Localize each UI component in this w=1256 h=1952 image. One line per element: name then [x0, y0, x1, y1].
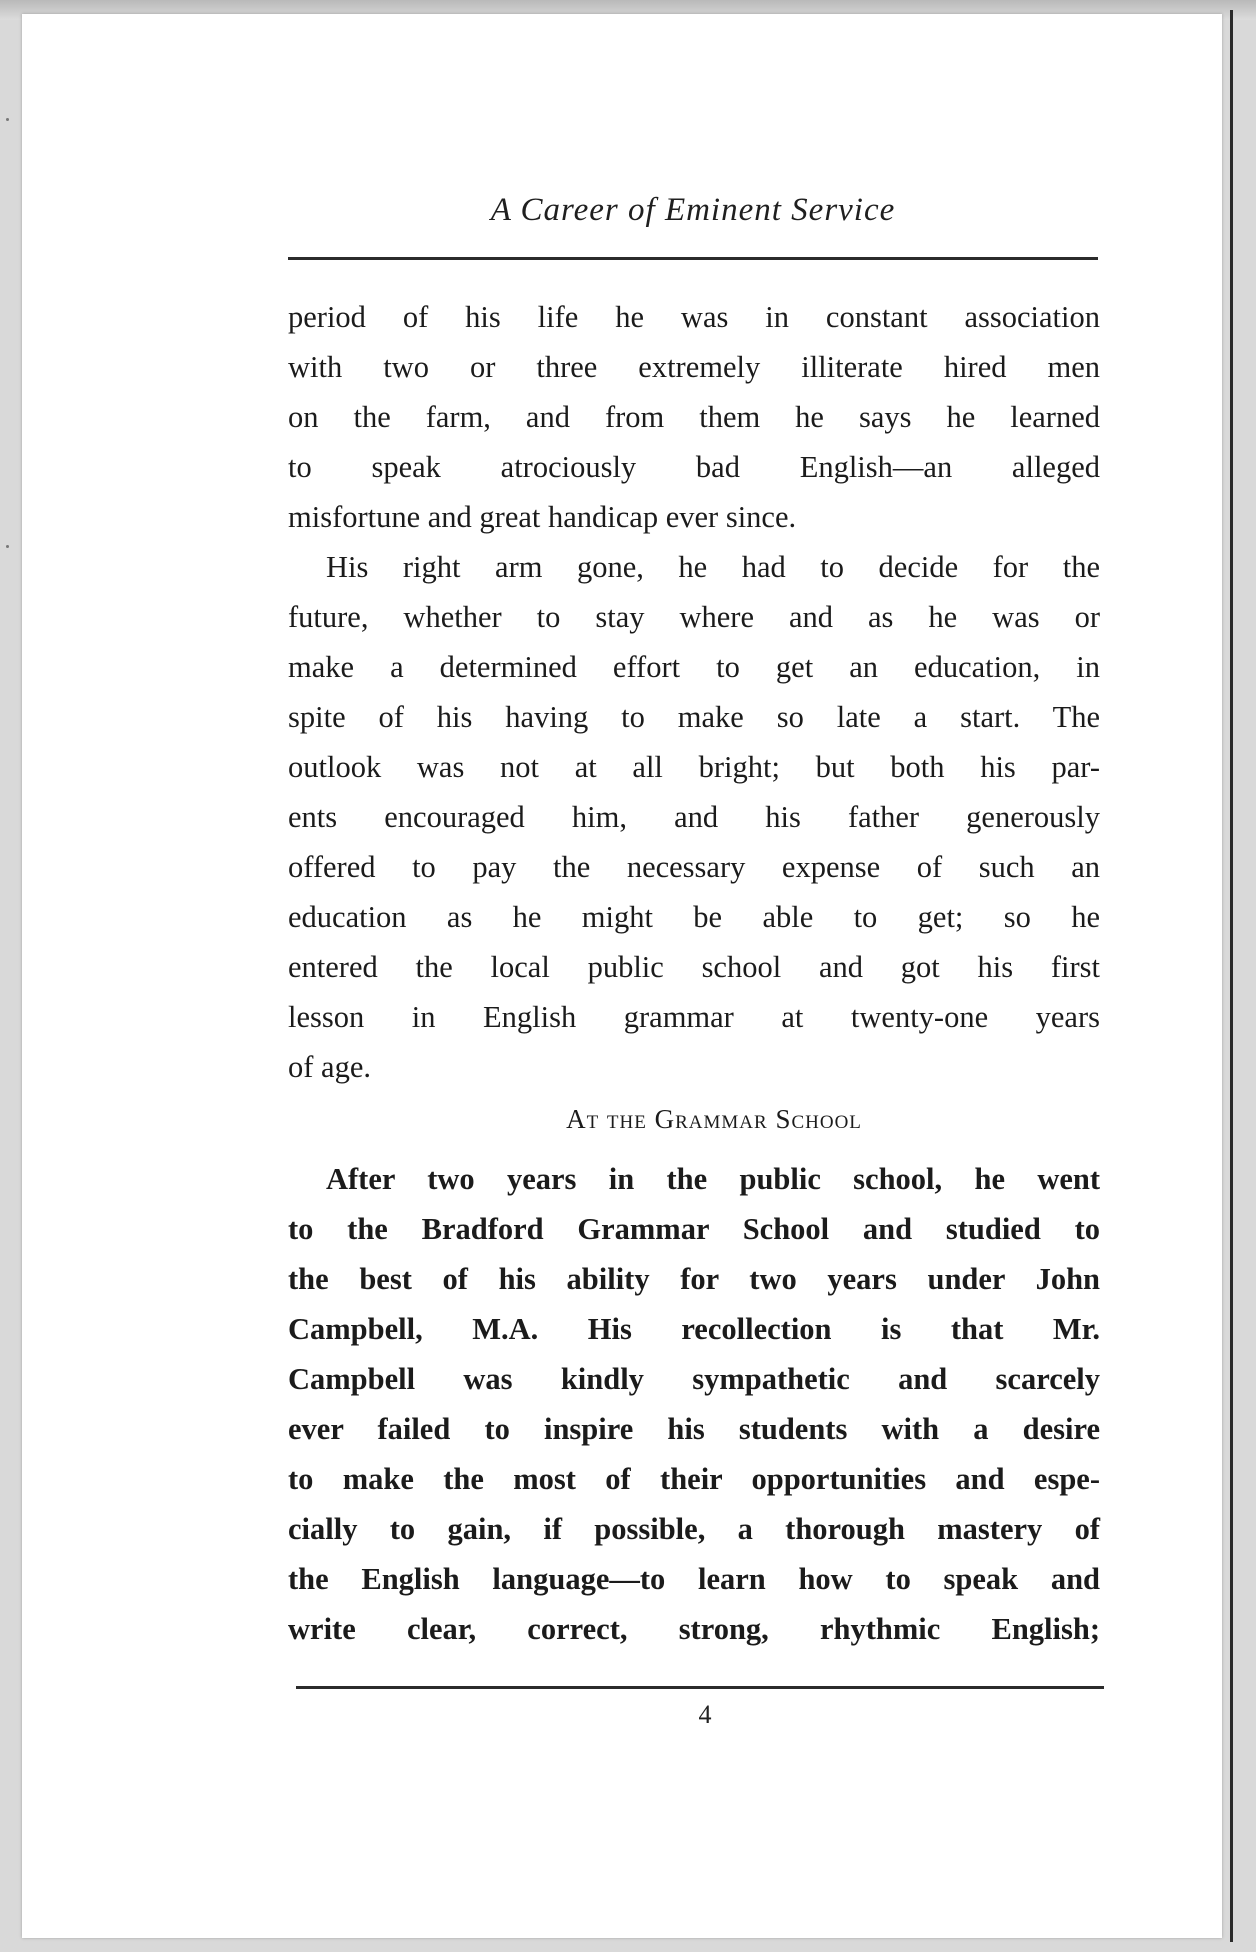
text-line: to speak atrociously bad English—an alleged — [288, 450, 1100, 484]
text-line: education as he might be able to get; so he — [288, 900, 1100, 934]
page-number: 4 — [698, 1700, 712, 1729]
text-line: Campbell was kindly sympathetic and scarcely — [288, 1362, 1100, 1396]
scan-speck — [6, 118, 9, 121]
text-line: make a determined effort to get an education, in — [288, 650, 1100, 684]
text-line: write clear, correct, strong, rhythmic English; — [288, 1612, 1100, 1646]
header-rule — [288, 257, 1098, 260]
text-line: outlook was not at all bright; but both his par- — [288, 750, 1100, 784]
text-line: with two or three extremely illiterate hired men — [288, 350, 1100, 384]
text-line: ever failed to inspire his students with a desire — [288, 1412, 1100, 1446]
text-line: the best of his ability for two years under John — [288, 1262, 1100, 1296]
text-line: Campbell, M.A. His recollection is that Mr. — [288, 1312, 1100, 1346]
scan-speck — [6, 545, 9, 548]
text-line: After two years in the public school, he went — [326, 1162, 1100, 1196]
paragraph-2 — [288, 542, 1100, 1092]
text-line: to make the most of their opportunities and espe- — [288, 1462, 1100, 1496]
footer-rule — [296, 1686, 1104, 1689]
text-line: His right arm gone, he had to decide for the — [326, 550, 1100, 584]
text-line: offered to pay the necessary expense of such an — [288, 850, 1100, 884]
text-line: spite of his having to make so late a start. The — [288, 700, 1100, 734]
page-edge-line — [1230, 10, 1233, 1942]
text-line: the English language—to learn how to speak and — [288, 1562, 1100, 1596]
text-line: misfortune and great handicap ever since. — [288, 500, 797, 534]
running-head: A Career of Eminent Service — [490, 192, 896, 228]
text-line: on the farm, and from them he says he learned — [288, 400, 1100, 434]
text-line: to the Bradford Grammar School and studied to — [288, 1212, 1100, 1246]
text-line: lesson in English grammar at twenty-one years — [288, 1000, 1100, 1034]
paragraph-1 — [288, 292, 1100, 542]
text-line: of age. — [288, 1050, 371, 1084]
section-heading: At the Grammar School — [566, 1104, 862, 1134]
text-line: future, whether to stay where and as he was or — [288, 600, 1100, 634]
text-line: period of his life he was in constant association — [288, 300, 1100, 334]
body-text — [288, 292, 1100, 1654]
text-line: cially to gain, if possible, a thorough mastery of — [288, 1512, 1100, 1546]
text-line: ents encouraged him, and his father generously — [288, 800, 1100, 834]
paragraph-3 — [288, 1154, 1100, 1654]
text-line: entered the local public school and got his first — [288, 950, 1100, 984]
